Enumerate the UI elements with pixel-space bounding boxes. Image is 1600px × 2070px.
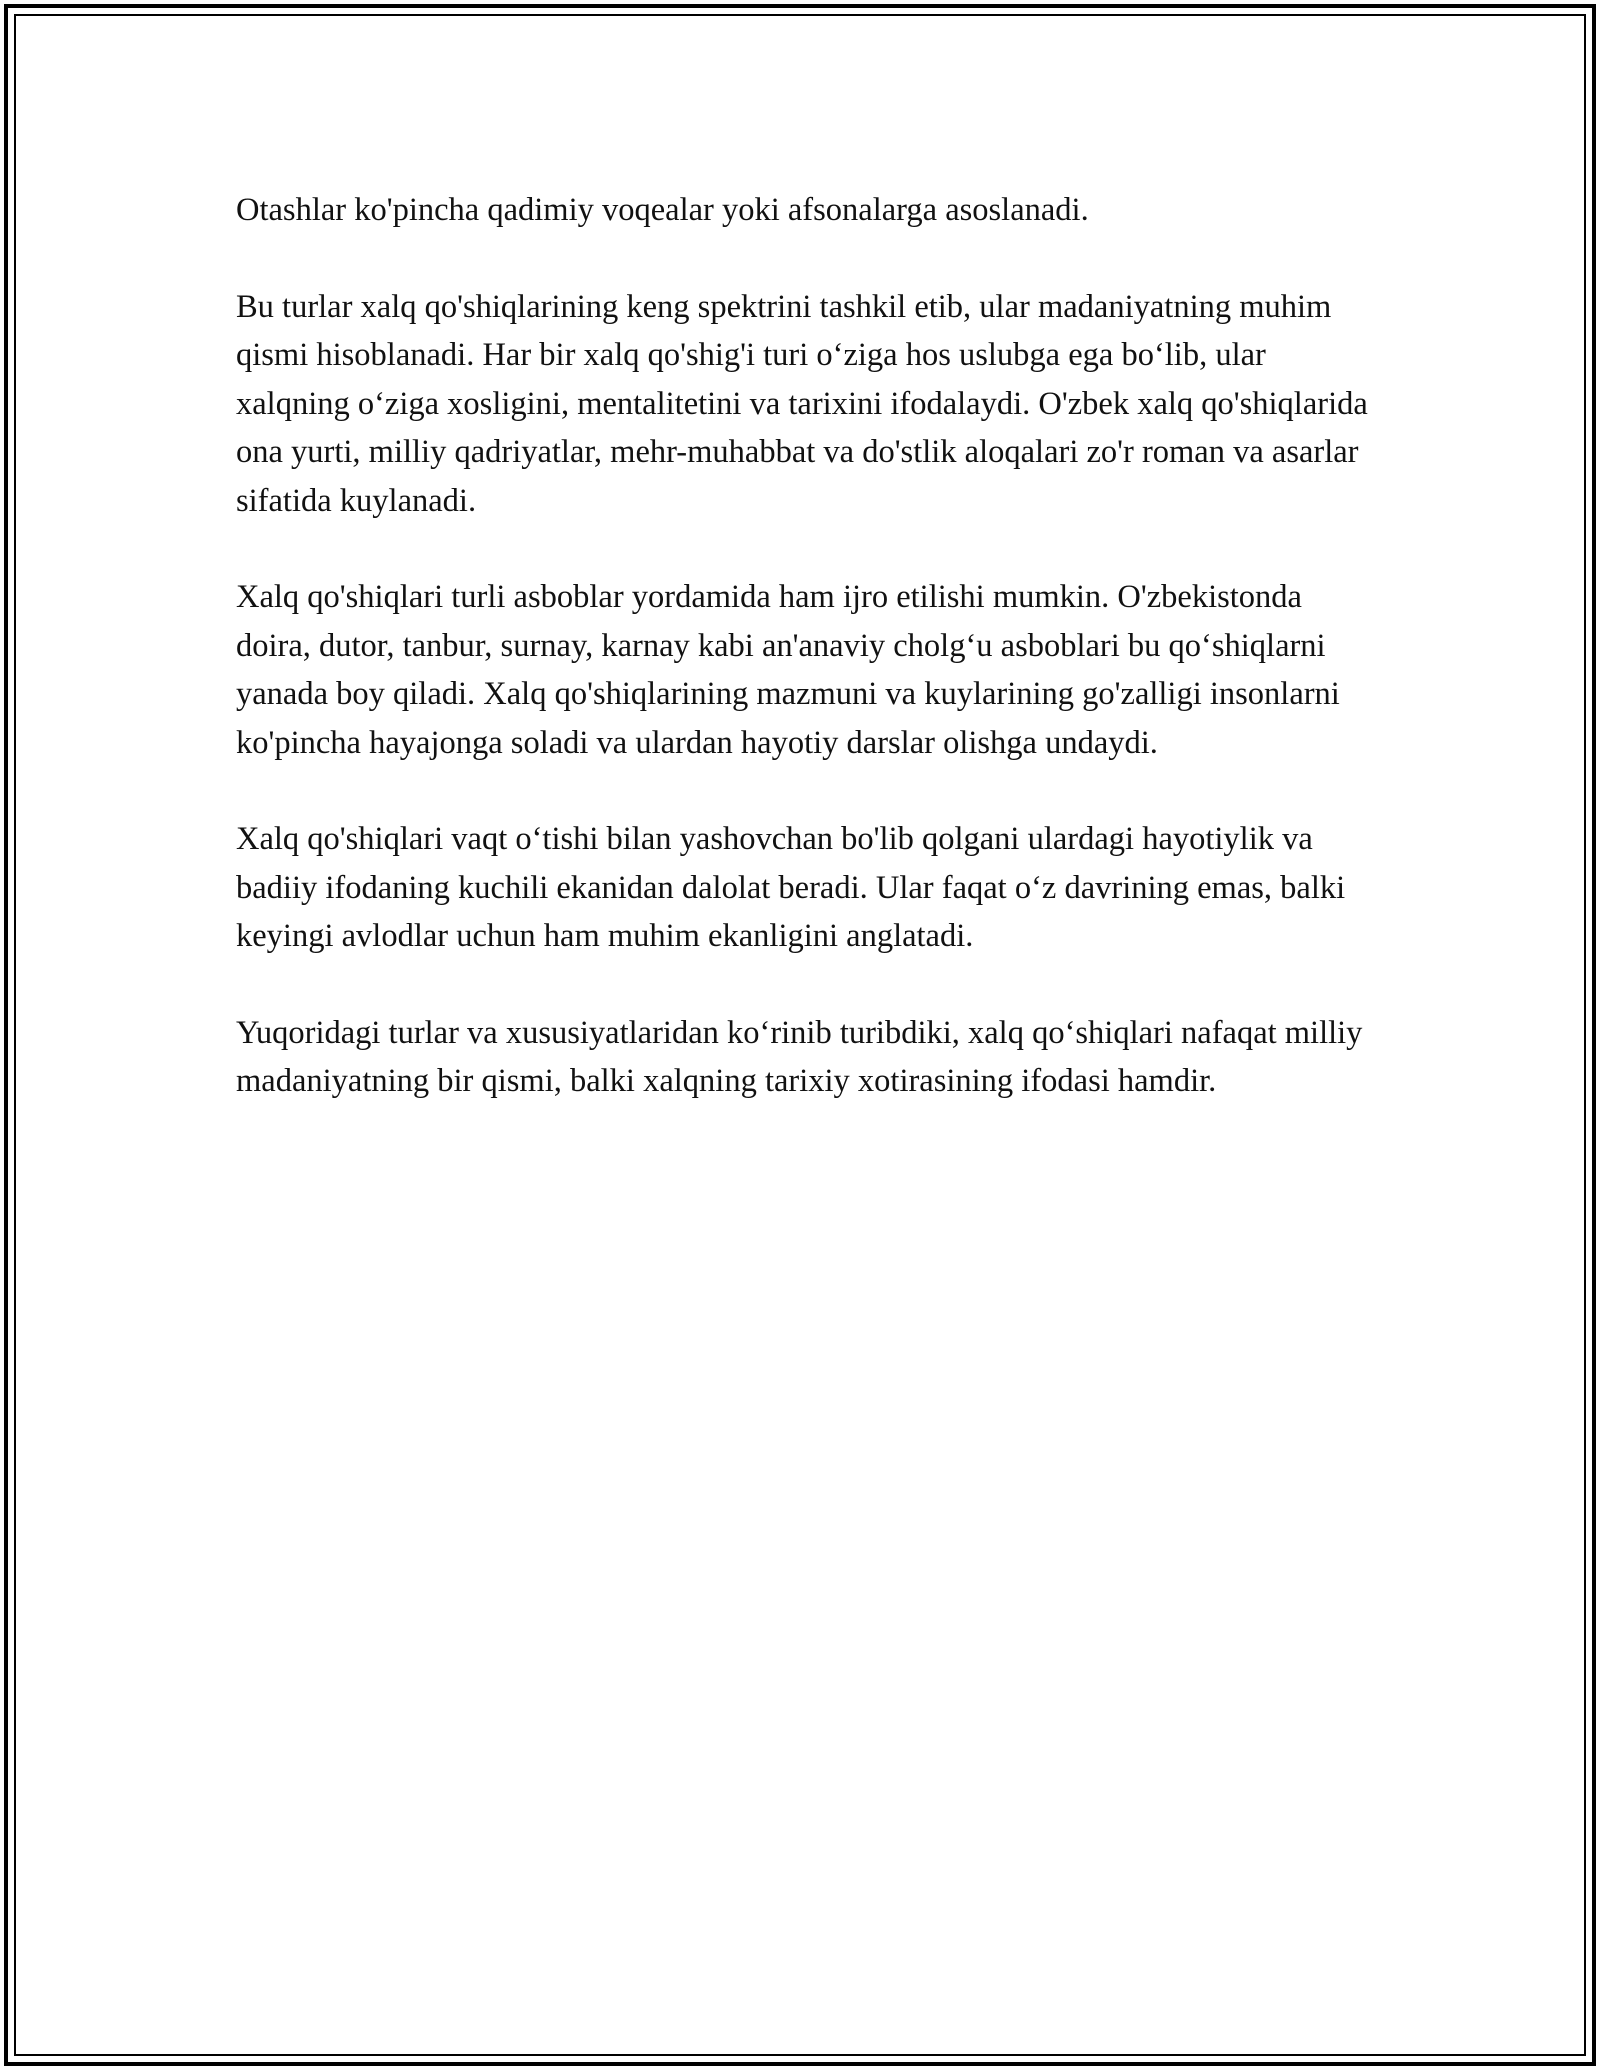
paragraph-4: Xalq qo'shiqlari vaqt o‘tishi bilan yashovchan bo'lib qolgani ulardagi hayotiylik va badiiy ifodaning kuchili ekanidan dalolat beradi. Ular faqat o‘z davrining emas, balki keyingi avlodlar uchun ham muhim ekanligini anglatadi. <box>236 821 1346 954</box>
paragraph-5: Yuqoridagi turlar va xususiyatlaridan ko‘rinib turibdiki, xalq qo‘shiqlari nafaqat milliy madaniyatning bir qismi, balki xalqning tarixiy xotirasining ifodasi hamdir. <box>236 1014 1363 1099</box>
document-body <box>236 186 1376 1154</box>
paragraph-3: Xalq qo'shiqlari turli asboblar yordamida ham ijro etilishi mumkin. O'zbekistonda doira, dutor, tanbur, surnay, karnay kabi an'anaviy cholg‘u asboblari bu qo‘shiqlarni yanada boy qiladi. Xalq qo'shiqlarining mazmuni va kuylarining go'zalligi insonlarni ko'pincha hayajonga soladi va ulardan hayotiy darslar olishga undaydi. <box>236 579 1340 761</box>
paragraph-1: Otashlar ko'pincha qadimiy voqealar yoki afsonalarga asoslanadi. <box>236 192 1089 228</box>
paragraph-2: Bu turlar xalq qo'shiqlarining keng spektrini tashkil etib, ular madaniyatning muhim qismi hisoblanadi. Har bir xalq qo'shig'i turi o‘ziga hos uslubga ega bo‘lib, ular xalqning o‘ziga xosligini, mentalitetini va tarixini ifodalaydi. O'zbek xalq qo'shiqlarida ona yurti, milliy qadriyatlar, mehr-muhabbat va do'stlik aloqalari zo'r roman va asarlar sifatida kuylanadi. <box>236 288 1368 519</box>
